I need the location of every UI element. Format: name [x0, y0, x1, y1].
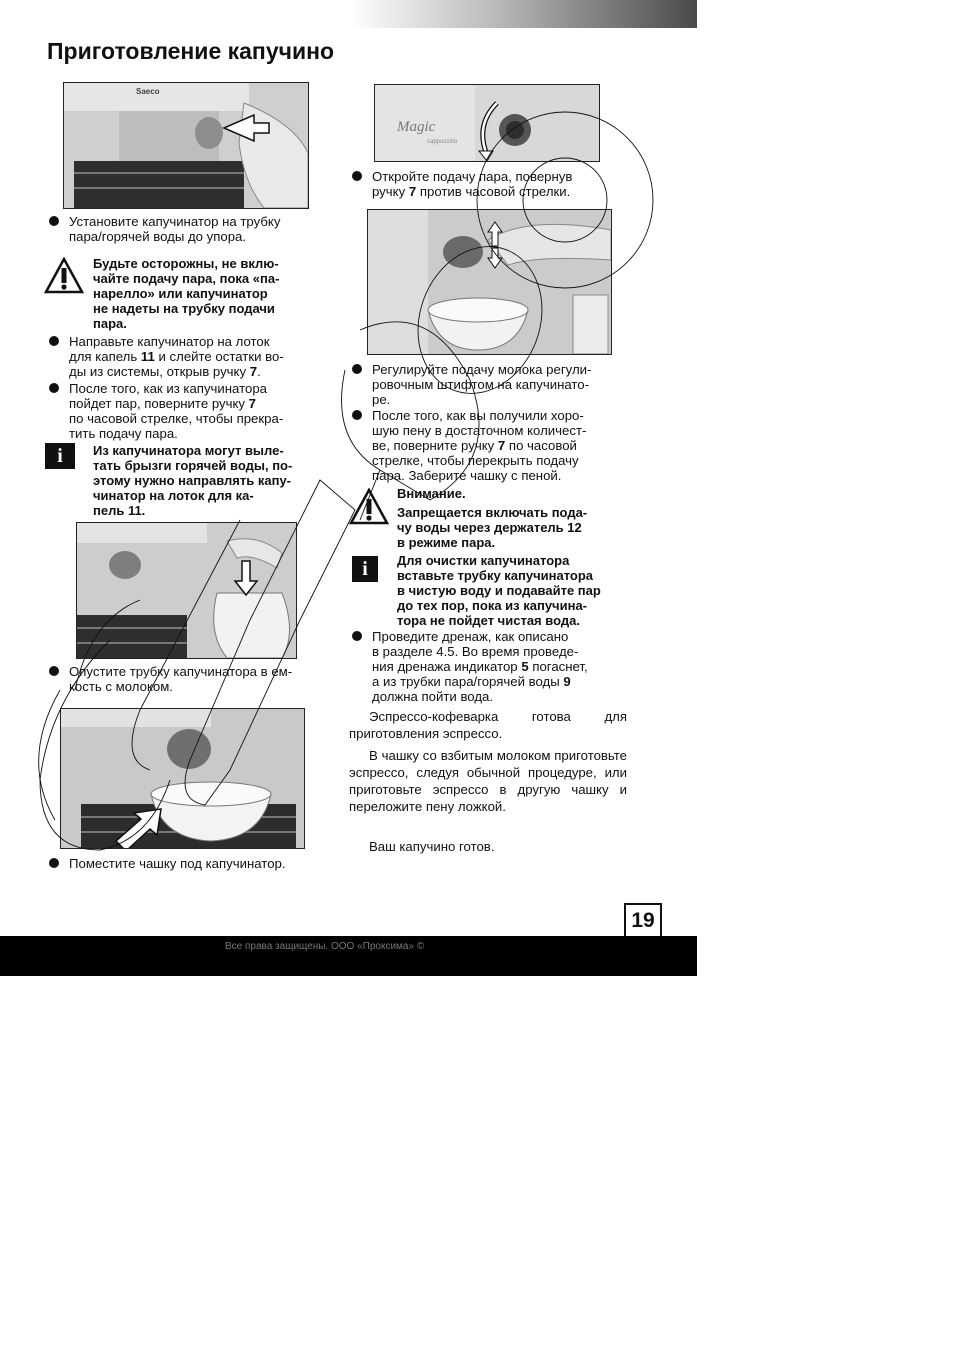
footer-bar: [0, 936, 697, 976]
model-label: Magic: [397, 119, 436, 135]
model-sub-label: cappuccino: [427, 139, 458, 145]
page-number: 19: [624, 903, 662, 939]
list-item: Проведите дренаж, как описано в разделе 4.5. Во время проведе- ния дренажа индикатор 5 погаснет, а из трубки пара/горячей воды 9 должна пойти вода.: [352, 629, 647, 704]
warning-text: Будьте осторожны, не вклю- чайте подачу пара, пока «па- нарелло» или капучинатор не надеты на трубку подачи пара.: [93, 256, 280, 331]
list-item: Поместите чашку под капучинатор.: [49, 856, 349, 871]
photo-frothing-milk: [367, 209, 612, 355]
list-item: Направьте капучинатор на лоток для капель 11 и слейте остатки во- ды из системы, открыв ручку 7.: [49, 334, 339, 379]
page-title: Приготовление капучино: [47, 38, 335, 64]
list-item: Регулируйте подачу молока регули- ровочным штифтом на капучинато- ре.: [352, 362, 637, 407]
photo-steam-knob: [374, 84, 600, 162]
header-gradient-bar: [350, 0, 697, 28]
warning-text: Запрещается включать пода- чу воды через держатель 12 в режиме пара.: [397, 505, 588, 550]
list-item: После того, как вы получили хоро- шую пену в достаточном количест- ве, поверните ручку 7 по часовой стрелке, чтобы перекрыть подачу пара. Заберите чашку с пеной.: [352, 408, 637, 483]
footer-copyright: Все права защищены. ООО «Проксима» ©: [225, 941, 425, 952]
info-icon: i: [352, 556, 378, 582]
info-text: Из капучинатора могут выле- тать брызги горячей воды, по- этому нужно направлять капу- чинатор на лоток для ка- пель 11.: [93, 443, 293, 518]
info-icon: i: [45, 443, 75, 469]
photo-drain-tray: [76, 522, 297, 659]
info-text: Для очистки капучинатора вставьте трубку капучинатора в чистую воду и подавайте пар до тех пор, пока из капучина- тора не пойдет чистая вода.: [397, 553, 601, 628]
brand-label: Saeco: [136, 87, 160, 96]
paragraph: В чашку со взбитым молоком приготовьте эспрессо, следуя обычной процедуре, или приготовьте эспрессо в другую чашку и переложите пену ложкой.: [349, 748, 627, 814]
warning-icon: [44, 257, 84, 300]
paragraph: Эспрессо-кофеварка готова для приготовления эспрессо.: [349, 709, 627, 741]
list-item: После того, как из капучинатора пойдет пар, поверните ручку 7 по часовой стрелке, чтобы прекра- тить подачу пара.: [49, 381, 339, 441]
list-item: Установите капучинатор на трубку пара/горячей воды до упора.: [49, 214, 339, 244]
list-item: Откройте подачу пара, повернув ручку 7 против часовой стрелки.: [352, 169, 632, 199]
photo-attach-cappuccinatore: [63, 82, 309, 209]
warning-icon: [349, 488, 389, 531]
photo-cup-under-cappuccinatore: [60, 708, 305, 849]
warning-title: Внимание.: [397, 486, 466, 501]
list-item: Опустите трубку капучинатора в ем- кость с молоком.: [49, 664, 344, 694]
paragraph: Ваш капучино готов.: [369, 839, 495, 854]
